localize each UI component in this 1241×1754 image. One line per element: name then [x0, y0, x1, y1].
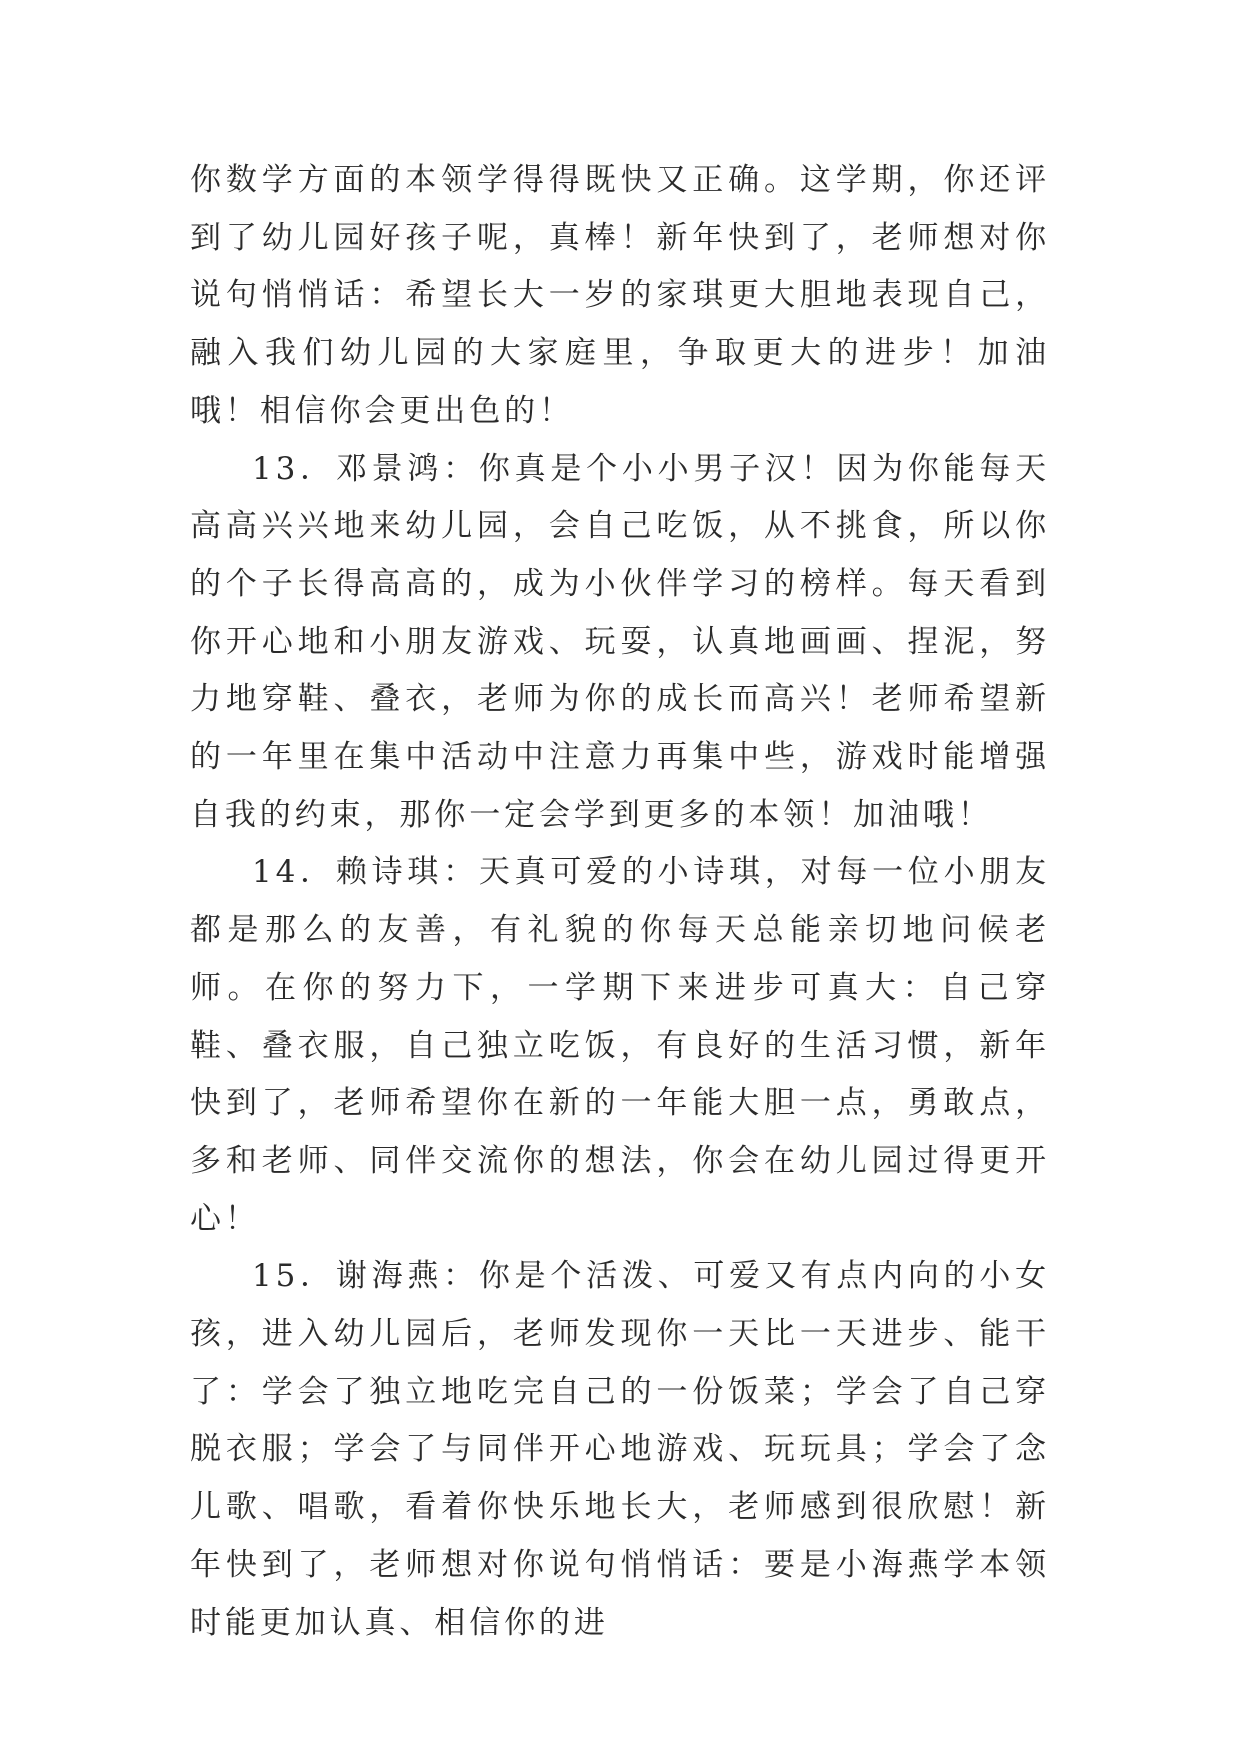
paragraph-item-13: 13．邓景鸿：你真是个小小男子汉！因为你能每天高高兴兴地来幼儿园，会自己吃饭，从不挑食，所以你的个子长得高高的，成为小伙伴学习的榜样。每天看到你开心地和小朋友游戏、玩耍，认真地画画、捏泥，努力地穿鞋、叠衣，老师为你的成长而高兴！老师希望新的一年里在集中活动中注意力再集中些，游戏时能增强自我的约束，那你一定会学到更多的本领！加油哦！: [190, 450, 1050, 833]
paragraph-continuation: 你数学方面的本领学得得既快又正确。这学期，你还评到了幼儿园好孩子呢，真棒！新年快到了，老师想对你说句悄悄话：希望长大一岁的家琪更大胆地表现自己，融入我们幼儿园的大家庭里，争取更大的进步！加油哦！相信你会更出色的！: [190, 162, 1050, 429]
body-text: [190, 152, 1050, 1652]
paragraph-item-14: 14．赖诗琪：天真可爱的小诗琪，对每一位小朋友都是那么的友善，有礼貌的你每天总能亲切地问候老师。在你的努力下，一学期下来进步可真大：自己穿鞋、叠衣服，自己独立吃饭，有良好的生活习惯，新年快到了，老师希望你在新的一年能大胆一点，勇敢点，多和老师、同伴交流你的想法，你会在幼儿园过得更开心！: [190, 854, 1050, 1237]
paragraph-item-15: 15．谢海燕：你是个活泼、可爱又有点内向的小女孩，进入幼儿园后，老师发现你一天比一天进步、能干了：学会了独立地吃完自己的一份饭菜；学会了自己穿脱衣服；学会了与同伴开心地游戏、玩玩具；学会了念儿歌、唱歌，看着你快乐地长大，老师感到很欣慰！新年快到了，老师想对你说句悄悄话：要是小海燕学本领时能更加认真、相信你的进: [190, 1258, 1050, 1641]
